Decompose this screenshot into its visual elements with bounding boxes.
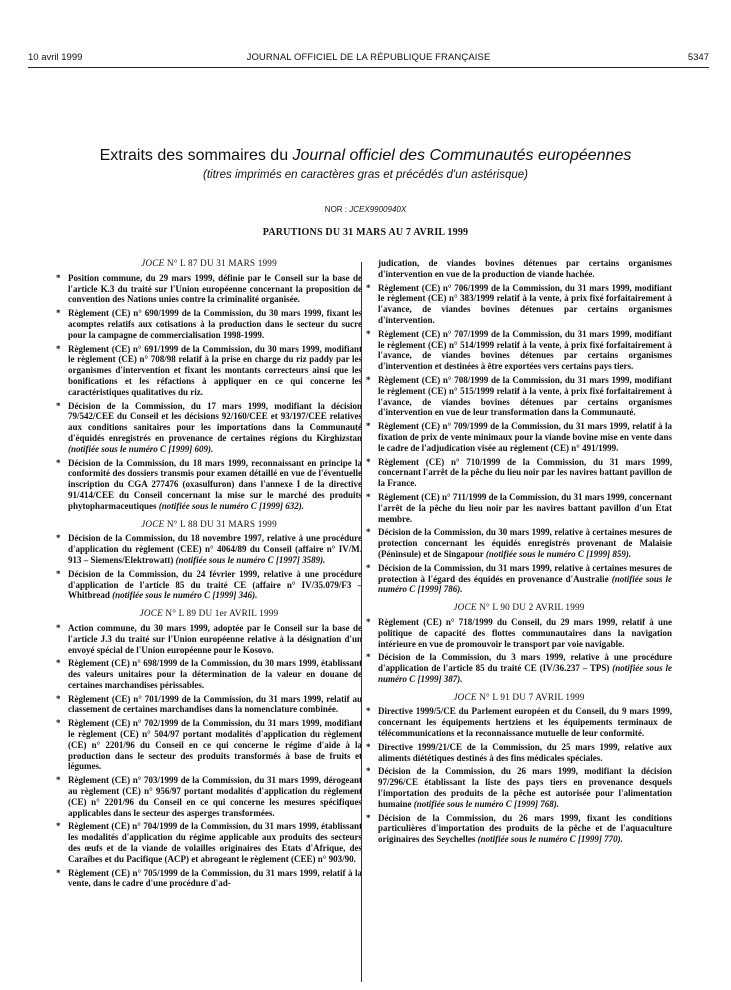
asterisk-marker: * [56, 867, 61, 878]
page-number: 5347 [687, 52, 709, 63]
summary-entry [366, 652, 672, 684]
asterisk-marker: * [366, 706, 371, 717]
asterisk-marker: * [56, 272, 61, 283]
entry-notification: (notifiée sous le numéro C [1999] 786). [378, 573, 672, 595]
header-rule [28, 67, 709, 68]
asterisk-marker: * [56, 718, 61, 729]
summary-entry [366, 742, 672, 764]
section-issue: N° L 89 DU 1er AVRIL 1999 [162, 608, 279, 619]
entry-text: Décision de la Commission, du 26 mars 1999, modifiant la décision 97/296/CE établissant la liste des pays tiers en provenance desquels l'importation des produits de la pêche est autorisée pour l'alimentation humaine [378, 766, 672, 809]
nor-reference [0, 205, 731, 214]
title-journal: Journal officiel des Communautés européennes [292, 147, 632, 164]
summary-entry [366, 329, 672, 372]
section-heading [56, 519, 362, 530]
page-title [0, 147, 731, 165]
entry-text: Règlement (CE) n° 718/1999 du Conseil, du 29 mars 1999, relatif à une politique de capacité des flottes communautaires dans la navigation intérieure en vue de promouvoir le transport par voie navigable. [378, 616, 672, 649]
entry-text: Décision de la Commission, du 18 mars 1999, reconnaissant en principe la conformité des dossiers transmis pour examen détaillé en vue de l'éventuelle inscription du CGA 277476 (oxasulfuron) dans l'annexe I de la directive 91/414/CEE du Conseil concernant la mise sur le marché des produits phytopharmaceutiques [68, 457, 362, 511]
section-heading [366, 602, 672, 613]
asterisk-marker: * [56, 533, 61, 544]
asterisk-marker: * [56, 343, 61, 354]
section-heading [366, 692, 672, 703]
asterisk-marker: * [366, 562, 371, 573]
entry-notification: (notifiée sous le numéro C [1999] 859). [485, 548, 632, 559]
asterisk-marker: * [366, 527, 371, 538]
entry-text: Règlement (CE) n° 708/1999 de la Commission, du 31 mars 1999, modifiant le règlement (CE) n° 515/1999 relatif à la vente, à prix fixé forfaitairement à l'avance, de viandes bovines détenues par certains organismes d'intervention en vue de leur transformation dans la Communauté. [378, 374, 672, 418]
summary-entry [56, 308, 362, 340]
joce-label: JOCE [141, 518, 165, 529]
asterisk-marker: * [56, 457, 61, 468]
entry-text: Directive 1999/5/CE du Parlement européen et du Conseil, du 9 mars 1999, concernant les équipements hertziens et les équipements terminaux de télécommunications et la reconnaissance mutuelle de leur conformité. [378, 706, 672, 739]
summary-entry [56, 533, 362, 565]
entry-text: Position commune, du 29 mars 1999, définie par le Conseil sur la base de l'article K.3 du traité sur l'Union européenne concernant la proposition de convention des Nations unies contre la criminalité organisée. [68, 272, 362, 305]
summary-entry [56, 821, 362, 864]
joce-label: JOCE [141, 258, 165, 268]
entry-text: Règlement (CE) n° 705/1999 de la Commission, du 31 mars 1999, relatif à la vente, dans le cadre d'une procédure d'ad- [68, 867, 362, 889]
asterisk-marker: * [366, 741, 371, 752]
entry-text: Règlement (CE) n° 710/1999 de la Commission, du 31 mars 1999, concernant l'arrêt de la pêche du lieu noir par les navires battant pavillon de la France. [378, 456, 672, 489]
section-heading [56, 258, 362, 269]
section-issue: N° L 90 DU 2 AVRIL 1999 [476, 602, 585, 613]
entry-text: Règlement (CE) n° 703/1999 de la Commission, du 31 mars 1999, dérogeant au règlement (CE) n° 956/97 portant modalités d'application du règlement (CE) n° 2201/96 du Conseil en ce qui concerne les mesures spécifiques applicables dans le secteur des asperges transformées. [68, 775, 362, 818]
summary-entry [56, 868, 362, 890]
entry-notification: (notifiée sous le numéro C [1999] 632). [158, 500, 305, 511]
asterisk-marker: * [56, 821, 61, 832]
summary-entry [366, 563, 672, 595]
entry-notification: (notifiée sous le numéro C [1999] 770). [477, 834, 623, 845]
entry-text: Règlement (CE) n° 707/1999 de la Commission, du 31 mars 1999, modifiant le règlement (CE) n° 514/1999 relatif à la vente, à prix fixé forfaitairement à l'avance, de viandes bovines détenues par certains organismes d'intervention et destinées à être exportées vers certains pays tiers. [378, 328, 672, 372]
entry-text: Décision de la Commission, du 26 mars 1999, fixant les conditions particulières d'importation des produits de la pêche et de l'aquaculture originaires des Seychelles [378, 812, 672, 845]
asterisk-marker: * [366, 282, 371, 293]
column-divider [361, 262, 362, 982]
issue-date: 10 avril 1999 [28, 52, 83, 63]
summary-entry [366, 527, 672, 559]
entry-text: Décision de la Commission, du 3 mars 1999, relative à une procédure d'application de l'article 85 du traité CE (IV/36.237 – TPS) [378, 652, 672, 674]
title-prefix: Extraits des sommaires du [99, 147, 293, 164]
entry-text: Règlement (CE) n° 702/1999 de la Commission, du 31 mars 1999, modifiant le règlement (CE) n° 504/97 portant modalités d'application du règlement (CE) n° 2201/96 du Conseil en ce qui concerne le régime d'aide à la production dans le secteur des produits transformés à base de fruits et légumes. [68, 718, 362, 772]
entry-text: Règlement (CE) n° 704/1999 de la Commission, du 31 mars 1999, établissant les modalités d'application du régime applicable aux produits des secteurs des œufs et de la viande de volailles originaires des Etats d'Afrique, des Caraïbes et du Pacifique (ACP) et abrogeant le règlement (CEE) n° 903/90. [68, 821, 362, 864]
section-issue: N° L 91 DU 7 AVRIL 1999 [476, 691, 585, 702]
entry-text: Règlement (CE) n° 690/1999 de la Commission, du 30 mars 1999, fixant les acomptes relatifs aux cotisations à la production dans le secteur du sucre pour la campagne de commercialisation 1998-1999. [68, 308, 362, 340]
summary-entry [366, 375, 672, 418]
joce-label: JOCE [453, 602, 477, 613]
entry-text: Décision de la Commission, du 30 mars 1999, relative à certaines mesures de protection concernant les équidés enregistrés provenant de Malaisie (Péninsule) et de Singapour [378, 527, 672, 559]
entry-text: Directive 1999/21/CE de la Commission, du 25 mars 1999, relative aux aliments diététiques destinés à des fins médicales spéciales. [378, 741, 672, 763]
summary-entry [56, 718, 362, 772]
continued-entry: judication, de viandes bovines détenues par certains organismes d'intervention en vue de la production de viande hachée. [378, 258, 672, 279]
asterisk-marker: * [56, 775, 61, 786]
entry-notification: (notifiée sous le numéro C [1999] 387). [378, 663, 672, 684]
asterisk-marker: * [56, 568, 61, 579]
section-issue: N° L 88 DU 31 MARS 1999 [164, 518, 277, 529]
asterisk-marker: * [56, 693, 61, 704]
summary-entry [366, 813, 672, 845]
entry-notification: (notifiée sous le numéro C [1999] 768). [413, 798, 560, 809]
left-column [56, 258, 362, 988]
summary-entry [366, 766, 672, 809]
asterisk-marker: * [366, 456, 371, 467]
entry-text: Décision de la Commission, du 17 mars 1999, modifiant la décision 79/542/CEE du Conseil et les décisions 92/160/CEE et 93/197/CEE relatives aux conditions sanitaires pour les importations dans la Communauté d'équidés enregistrés en provenance de certaines régions du Kirghizstan [68, 400, 362, 443]
entry-text: Règlement (CE) n° 701/1999 de la Commission, du 31 mars 1999, relatif au classement de certaines marchandises dans la nomenclature combinée. [68, 693, 362, 715]
entry-notification: (notifiée sous le numéro C [1999] 346). [112, 590, 258, 601]
asterisk-marker: * [366, 374, 371, 385]
section-issue: N° L 87 DU 31 MARS 1999 [164, 258, 277, 268]
entry-text: Règlement (CE) n° 709/1999 de la Commission, du 31 mars 1999, relatif à la fixation de prix de vente minimaux pour la viande bovine mise en vente dans le cadre de l'adjudication visée au règlement (CE) n° 491/1999. [378, 421, 672, 453]
summary-entry [366, 706, 672, 738]
summary-entry [56, 401, 362, 455]
joce-label: JOCE [139, 608, 163, 619]
summary-entry [56, 694, 362, 716]
right-column [366, 258, 672, 988]
asterisk-marker: * [56, 400, 61, 411]
parutions-heading: PARUTIONS DU 31 MARS AU 7 AVRIL 1999 [262, 227, 469, 238]
asterisk-marker: * [366, 812, 371, 823]
entry-text: Action commune, du 30 mars 1999, adoptée par le Conseil sur la base de l'article J.3 du traité sur l'Union européenne relative à la désignation d'un envoyé spécial de l'Union européenne pour le Kosovo. [68, 622, 362, 655]
nor-code: JCEX9900940X [349, 205, 407, 214]
summary-entry [366, 283, 672, 326]
summary-entry [56, 658, 362, 690]
asterisk-marker: * [366, 652, 371, 663]
summary-entry [56, 775, 362, 818]
entry-text: Règlement (CE) n° 706/1999 de la Commission, du 31 mars 1999, modifiant le règlement (CE) n° 383/1999 relatif à la vente, à prix fixé forfaitairement à l'avance, de viandes bovines détenues par certains organismes d'intervention. [378, 282, 672, 325]
running-header [28, 52, 709, 66]
nor-label: NOR : [324, 205, 350, 214]
asterisk-marker: * [366, 421, 371, 432]
asterisk-marker: * [366, 328, 371, 339]
summary-entry [366, 457, 672, 489]
summary-entry [56, 344, 362, 398]
summary-entry [56, 623, 362, 655]
section-heading [56, 608, 362, 619]
entry-notification: (notifiée sous le numéro C [1997] 3589). [175, 554, 326, 565]
joce-label: JOCE [453, 691, 477, 702]
page-subtitle: (titres imprimés en caractères gras et précédés d'un astérisque) [203, 169, 528, 181]
asterisk-marker: * [366, 491, 371, 502]
asterisk-marker: * [56, 308, 61, 319]
entry-text: Règlement (CE) n° 691/1999 de la Commission, du 30 mars 1999, modifiant le règlement (CE) n° 708/98 relatif à la prise en charge du riz paddy par les organismes d'intervention et fixant les montants correcteurs ainsi que les bonifications et les réfactions à appliquer en ce qui concerne les caractéristiques qualitatives du riz. [68, 343, 362, 397]
entry-notification: (notifiée sous le numéro C [1999] 609). [68, 443, 214, 454]
entry-text: Décision de la Commission, du 31 mars 1999, relative à certaines mesures de protection à l'égard des équidés en provenance d'Australie [378, 562, 672, 584]
entry-text: Règlement (CE) n° 711/1999 de la Commission, du 31 mars 1999, concernant l'arrêt de la pêche du lieu noir par les navires battant pavillon d'un Etat membre. [378, 491, 672, 524]
summary-entry [56, 569, 362, 601]
asterisk-marker: * [366, 616, 371, 627]
asterisk-marker: * [366, 766, 371, 777]
asterisk-marker: * [56, 658, 61, 669]
summary-entry [366, 421, 672, 453]
summary-entry [366, 492, 672, 524]
journal-name: JOURNAL OFFICIEL DE LA RÉPUBLIQUE FRANÇAISE [246, 52, 491, 63]
entry-text: Décision de la Commission, du 18 novembre 1997, relative à une procédure d'application du règlement (CEE) n° 4064/89 du Conseil (affaire n° IV/M. 913 – Siemens/Elektrowatt) [68, 533, 362, 565]
entry-text: Règlement (CE) n° 698/1999 de la Commission, du 30 mars 1999, établissant des valeurs unitaires pour la détermination de la valeur en douane de certaines marchandises périssables. [68, 658, 362, 690]
entry-text: Décision de la Commission, du 24 février 1999, relative à une procédure d'application de l'article 85 du traité CE (affaire n° IV/35.079/F3 – Whitbread [68, 568, 362, 601]
summary-entry [56, 273, 362, 305]
asterisk-marker: * [56, 622, 61, 633]
summary-entry [366, 617, 672, 649]
summary-entry [56, 458, 362, 512]
